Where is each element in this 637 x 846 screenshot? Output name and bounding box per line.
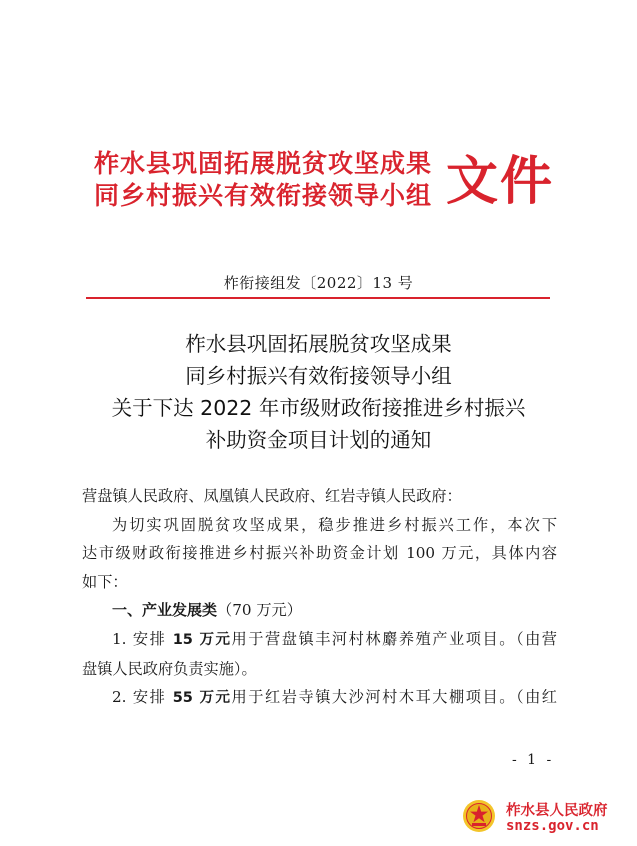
- item1-continuation: 盘镇人民政府负责实施）。: [82, 659, 257, 678]
- item1-text: 用于营盘镇丰河村林麝养殖产业项目。（由营: [231, 629, 557, 648]
- document-number: 柞衔接组发〔2022〕13 号: [223, 274, 414, 292]
- section1-amount: （70 万元）: [217, 601, 302, 620]
- issuing-authority-line2: 同乡村振兴有效衔接领导小组: [94, 181, 433, 210]
- page-number: - 1 -: [512, 752, 555, 768]
- issuing-authority-line1: 柞水县巩固拓展脱贫攻坚成果: [94, 149, 433, 178]
- document-title: [0, 328, 637, 456]
- government-watermark: [462, 793, 632, 839]
- item1: [82, 625, 557, 655]
- national-emblem-icon: [462, 799, 496, 833]
- item2-amount: 55 万元: [172, 690, 232, 707]
- document-body: [82, 482, 557, 713]
- issuing-authority: [94, 148, 432, 212]
- item1-prefix: 1. 安排: [112, 629, 173, 648]
- section1-title: 一、产业发展类: [112, 601, 218, 620]
- item2-text: 用于红岩寺镇大沙河村木耳大棚项目。（由红: [231, 688, 557, 707]
- item1-amount: 15 万元: [172, 631, 232, 648]
- watermark-site-name: 柞水县人民政府: [506, 802, 608, 819]
- watermark-site-url: snzs.gov.cn: [506, 818, 599, 834]
- title-line1: 柞水县巩固拓展脱贫攻坚成果: [185, 332, 452, 356]
- title-line2: 同乡村振兴有效衔接领导小组: [185, 364, 452, 388]
- document-header: [94, 148, 554, 220]
- header-divider: [86, 297, 550, 299]
- title-line4: 补助资金项目计划的通知: [205, 428, 432, 452]
- section1-heading: [82, 596, 557, 625]
- title-line3: 关于下达 2022 年市级财政衔接推进乡村振兴: [111, 396, 526, 420]
- item2-prefix: 2. 安排: [112, 688, 173, 707]
- intro-line3: 如下：: [82, 572, 128, 591]
- addressee: 营盘镇人民政府、凤凰镇人民政府、红岩寺镇人民政府：: [82, 487, 462, 505]
- intro-line1: 为切实巩固脱贫攻坚成果，稳步推进乡村振兴工作，本次下: [112, 515, 557, 534]
- item2: [82, 683, 557, 713]
- intro-line2: 达市级财政衔接推进乡村振兴补助资金计划 100 万元，具体内容: [82, 544, 557, 563]
- document-type-label: 文件: [446, 151, 555, 212]
